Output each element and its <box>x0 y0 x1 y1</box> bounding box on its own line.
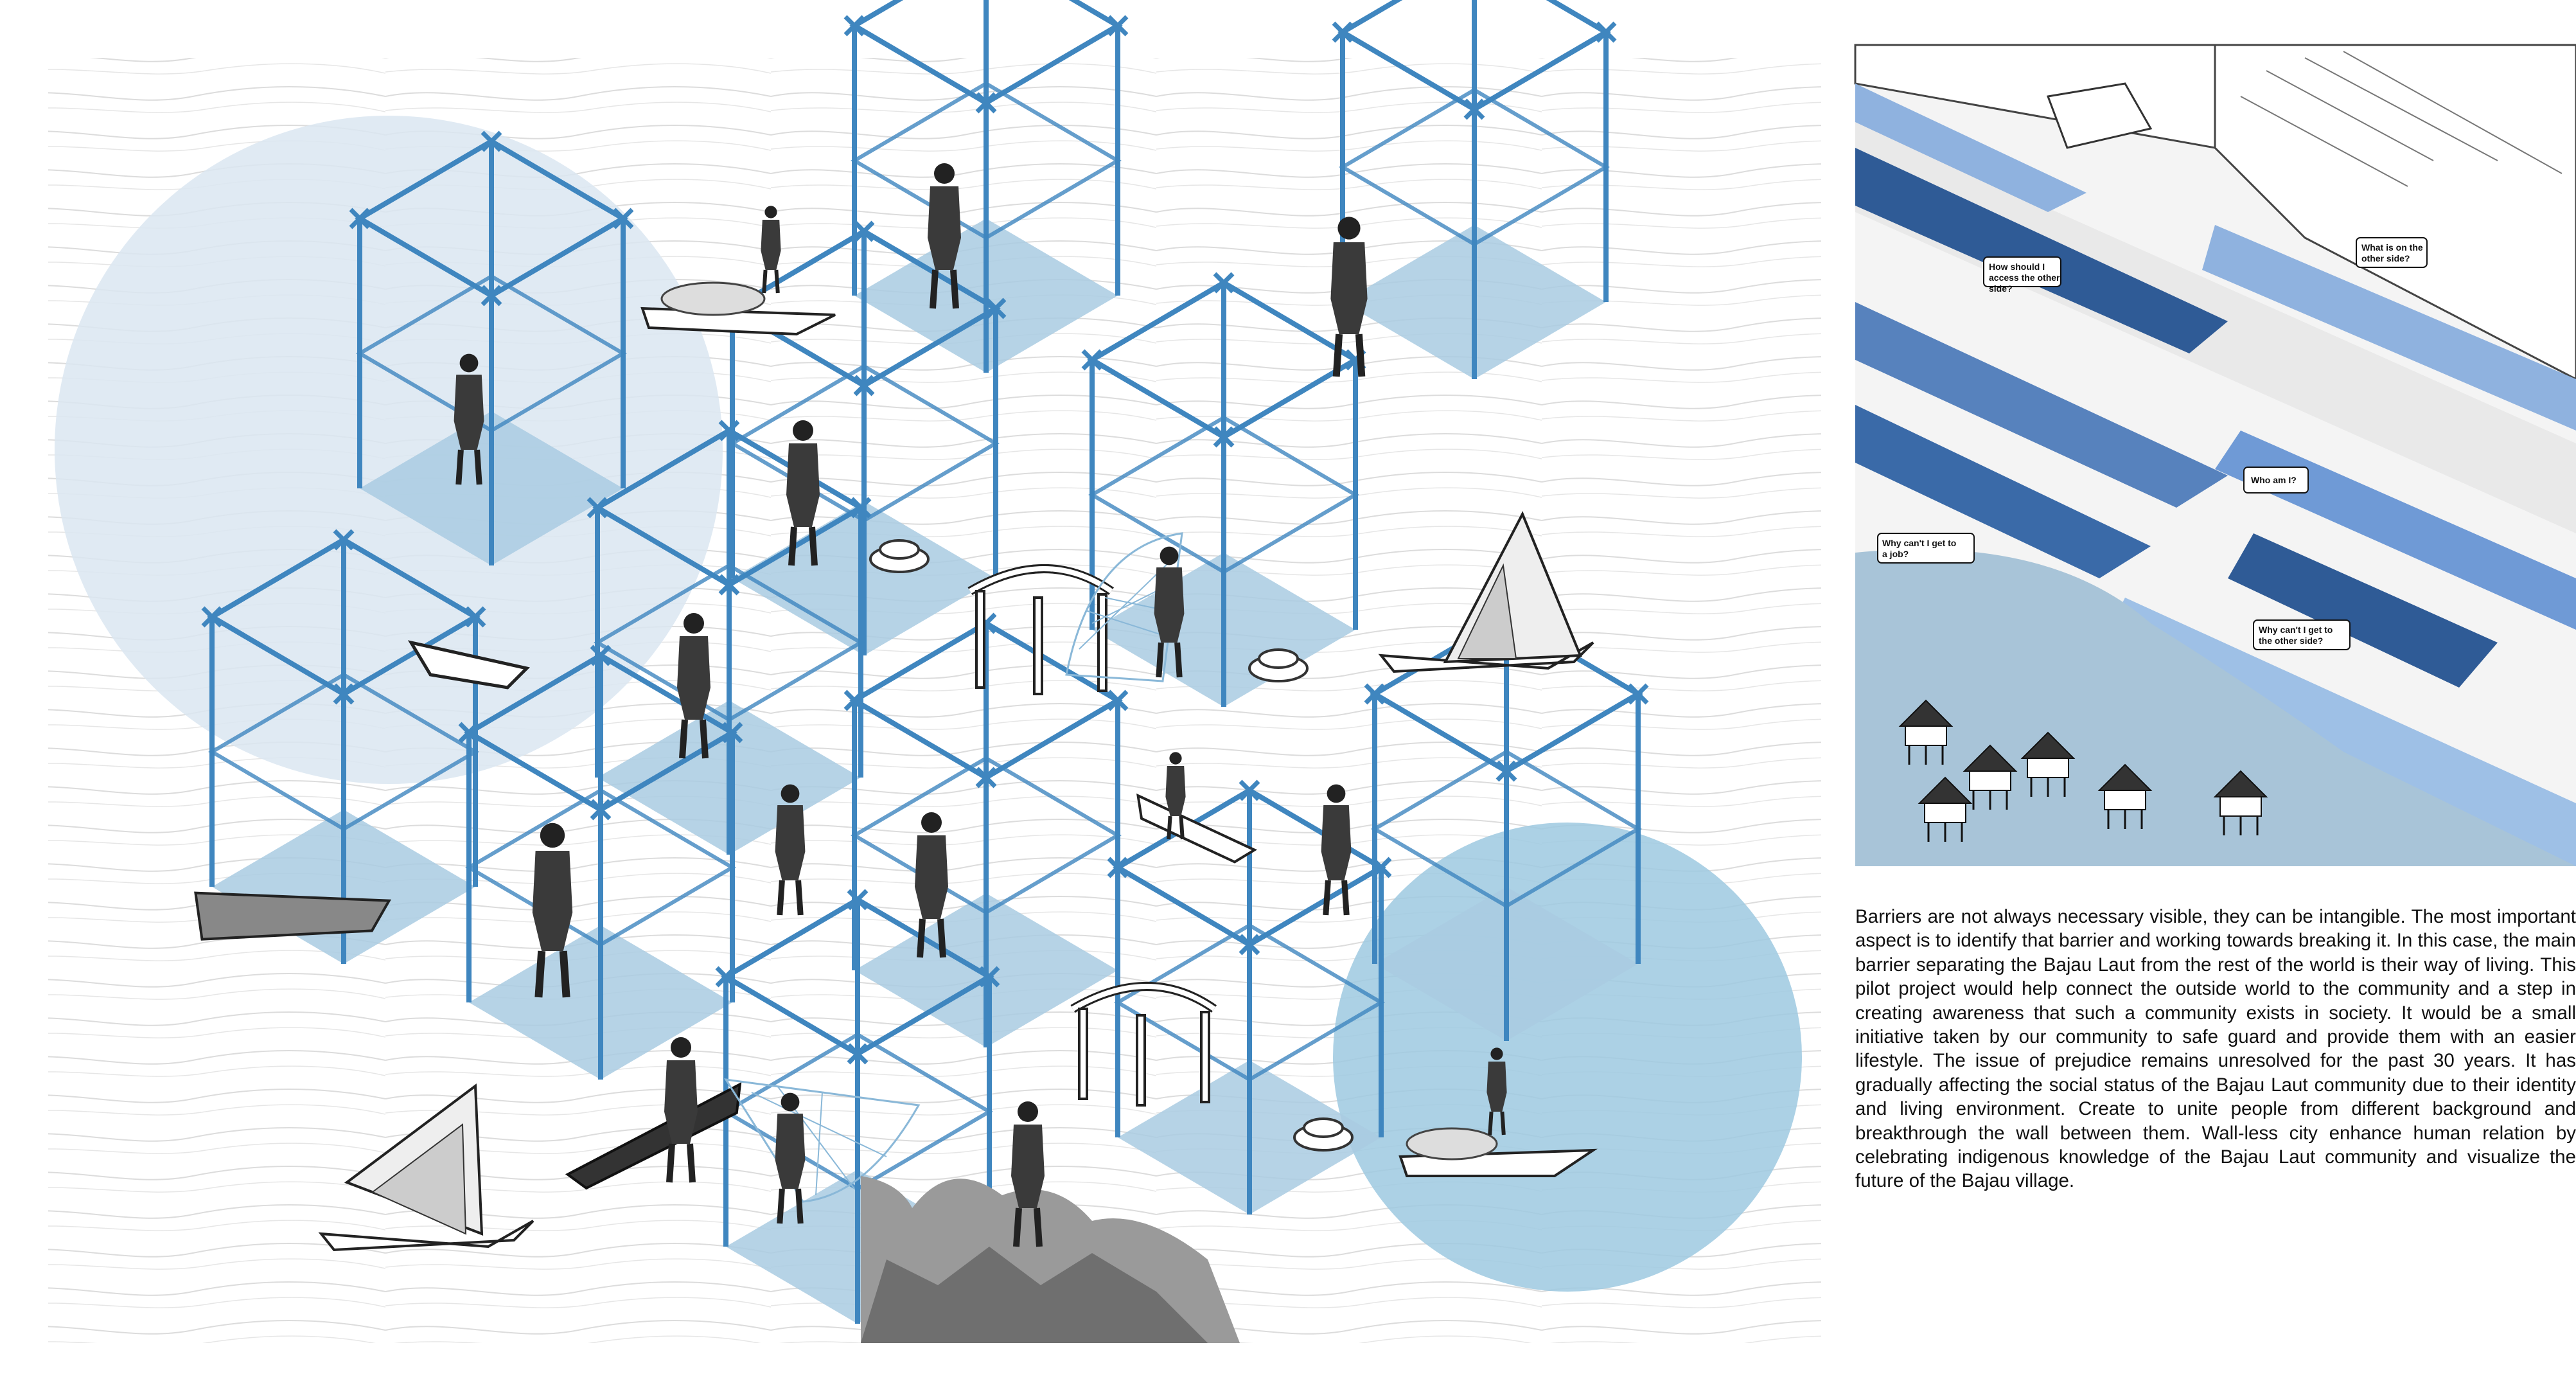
description-text: Barriers are not always necessary visible, they can be intangible. The most important aspect is to identify that barrier and working towards breaking it. In this case, the main barrier separating the Bajau Laut from the rest of the world is their way of living. This pilot project would help connect the outside world to the community and a step in creating awareness that such a community exists in society. It would be a small initiative taken by our community to safe guard and provide them with an easier lifestyle. The issue of prejudice remains unresolved for the past 30 years. It has gradually affecting the social status of the Bajau Laut community due to their identity and living environment. Create to unite people from different background and breakthrough the wall between them. Wall-less city enhance human relation by celebrating indigenous knowledge of the Bajau Laut community and visualize the future of the Bajau village. <box>1855 906 2576 1192</box>
bubble-get-other-side: Why can't I get to the other side? <box>2259 625 2333 646</box>
speech-bubble-icon <box>2356 238 2427 267</box>
speech-bubble-icon <box>2244 467 2308 493</box>
speech-bubble-icon <box>2254 620 2350 650</box>
speech-bubble-icon <box>1878 533 1974 563</box>
circle-right <box>1333 823 1802 1292</box>
bubble-how-access: How should I access the other side? <box>1989 262 2060 294</box>
inset-street-axonometric <box>1855 45 2576 866</box>
bubble-who-am-i: Who am I? <box>2251 475 2297 485</box>
bubble-other-side: What is on the other side? <box>2361 242 2423 263</box>
bubble-job: Why can't I get to a job? <box>1882 538 1957 559</box>
